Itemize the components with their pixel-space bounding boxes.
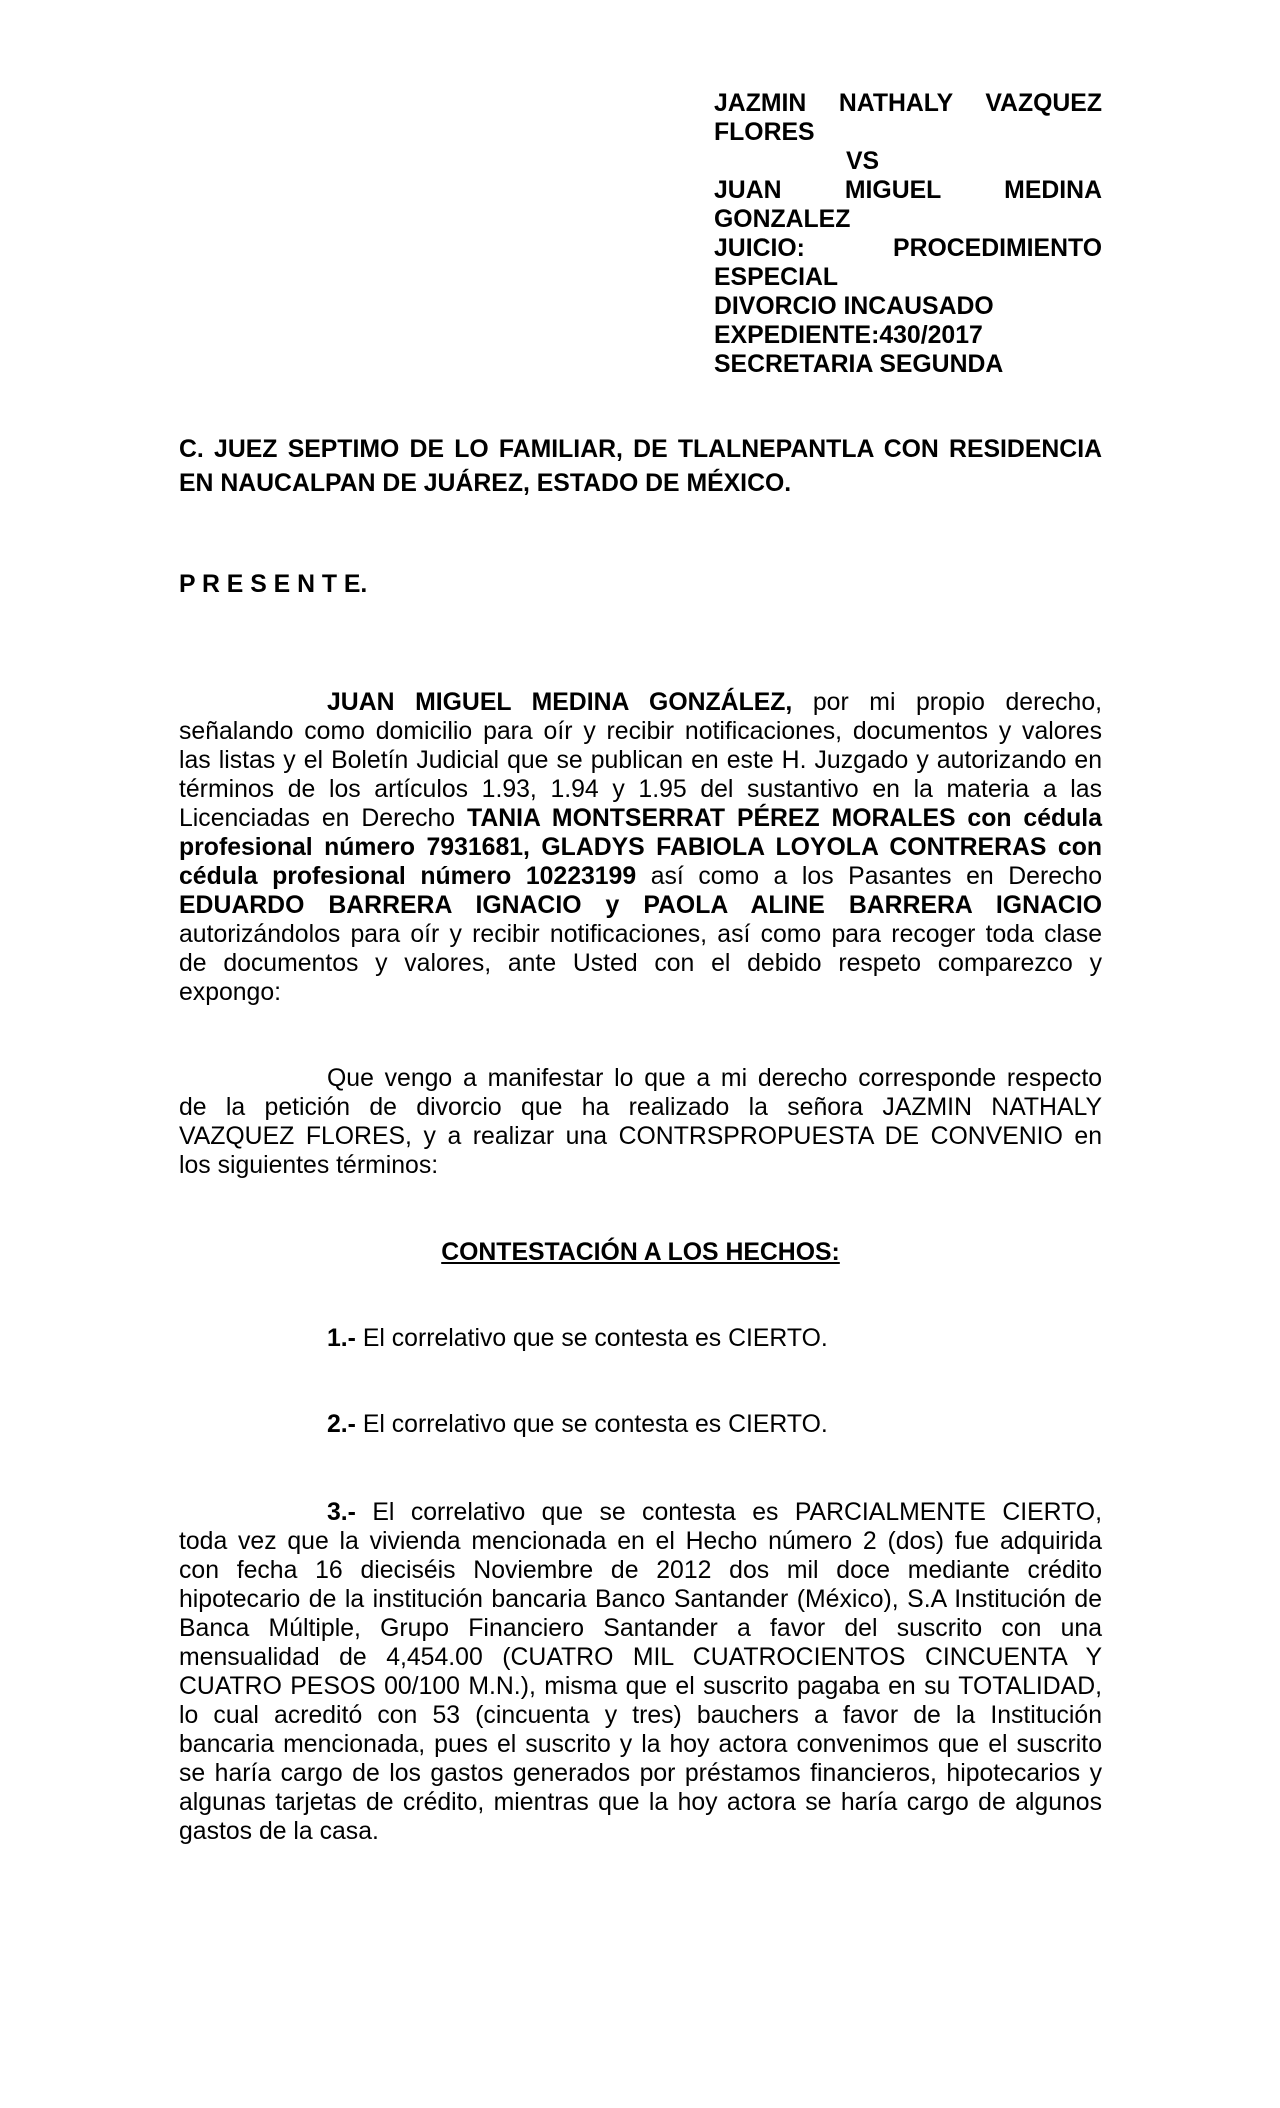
bold-text-run: 3.- (327, 1499, 356, 1526)
bold-text-run: JUAN MIGUEL MEDINA GONZÁLEZ, (327, 689, 793, 716)
text-line (179, 1817, 1102, 1846)
text-run: CUATRO PESOS 00/100 M.N.), misma que el suscrito pagaba en su TOTALIDAD, (179, 1673, 1102, 1700)
text-line (179, 833, 1102, 862)
bold-text-run: profesional número 7931681, GLADYS FABIOLA LOYOLA CONTRERAS con (179, 834, 1102, 861)
text-line (179, 1759, 1102, 1788)
text-line (179, 1527, 1102, 1556)
answer-item-2 (179, 1410, 1102, 1439)
text-line (179, 1701, 1102, 1730)
bold-text-run: 2.- (327, 1411, 356, 1438)
text-run: VAZQUEZ FLORES, y a realizar una CONTRSPROPUESTA DE CONVENIO en (179, 1123, 1102, 1150)
text-line (714, 234, 1102, 263)
text-run: se haría cargo de los gastos generados por préstamos financieros, hipotecarios y (179, 1760, 1102, 1787)
text-line (179, 920, 1102, 949)
text-line (179, 1730, 1102, 1759)
text-line (179, 949, 1102, 978)
text-run: C. JUEZ SEPTIMO DE LO FAMILIAR, DE TLALNEPANTLA CON RESIDENCIA (179, 436, 1102, 463)
text-run: algunas tarjetas de crédito, mientras que la hoy actora se haría cargo de algunos (179, 1789, 1102, 1816)
court-secretariat: SECRETARIA SEGUNDA (714, 351, 1004, 378)
text-run: JUICIO: PROCEDIMIENTO (714, 235, 1102, 262)
text-run: términos de los artículos 1.93, 1.94 y 1.95 del sustantivo en la materia a las (179, 776, 1102, 803)
versus-label: VS (846, 148, 880, 175)
text-run: autorizándolos para oír y recibir notificaciones, así como para recoger toda clase (179, 921, 1102, 948)
trial-type (714, 234, 1102, 292)
text-line (179, 1324, 1102, 1353)
text-run: de la petición de divorcio que ha realizado la señora JAZMIN NATHALY (179, 1094, 1102, 1121)
text-run: El correlativo que se contesta es CIERTO. (355, 1411, 828, 1438)
text-run: Banca Múltiple, Grupo Financiero Santander a favor del suscrito con una (179, 1615, 1102, 1642)
text-run: de documentos y valores, ante Usted con el debido respeto comparezco y (179, 950, 1102, 977)
statement-paragraph (179, 1064, 1102, 1180)
bold-text-run: EDUARDO BARRERA IGNACIO y PAOLA ALINE BARRERA IGNACIO (179, 892, 1102, 919)
appearance-paragraph (179, 688, 1102, 1007)
text-run: gastos de la casa. (179, 1818, 379, 1845)
text-run: FLORES (714, 119, 815, 146)
text-line (179, 1122, 1102, 1151)
text-line (179, 862, 1102, 891)
text-line (179, 1093, 1102, 1122)
bold-text-run: 1.- (327, 1325, 356, 1352)
text-run: por mi propio derecho, (792, 689, 1102, 716)
text-line (179, 1643, 1102, 1672)
section-heading (179, 1238, 1102, 1267)
presente-salutation: P R E S E N T E. (179, 571, 368, 598)
text-run: toda vez que la vivienda mencionada en el Hecho número 2 (dos) fue adquirida (179, 1528, 1102, 1555)
text-run: El correlativo que se contesta es PARCIALMENTE CIERTO, (355, 1499, 1102, 1526)
case-file-number: EXPEDIENTE:430/2017 (714, 322, 983, 349)
text-run: GONZALEZ (714, 206, 851, 233)
bold-text-run: cédula profesional número 10223199 (179, 863, 637, 890)
text-line (179, 467, 1102, 501)
defendant-name (714, 176, 1102, 234)
text-run: hipotecario de la institución bancaria Banco Santander (México), S.A Institución de (179, 1586, 1102, 1613)
court-addressee (179, 433, 1102, 500)
text-run: JAZMIN NATHALY VAZQUEZ (714, 90, 1102, 117)
text-run: JUAN MIGUEL MEDINA (714, 177, 1102, 204)
text-line (714, 263, 1102, 292)
text-line (714, 176, 1102, 205)
text-line (179, 891, 1102, 920)
text-line (714, 205, 1102, 234)
text-line (179, 1585, 1102, 1614)
bold-text-run: TANIA MONTSERRAT PÉREZ MORALES con cédula (467, 805, 1102, 832)
text-line (179, 1556, 1102, 1585)
text-line (179, 1672, 1102, 1701)
text-run: los siguientes términos: (179, 1152, 439, 1179)
text-run: expongo: (179, 979, 282, 1006)
text-line (179, 804, 1102, 833)
text-line (714, 89, 1102, 118)
trial-subtype: DIVORCIO INCAUSADO (714, 293, 994, 320)
plaintiff-name (714, 89, 1102, 147)
case-caption (714, 89, 1102, 379)
text-run: bancaria mencionada, pues el suscrito y la hoy actora convenimos que el suscrito (179, 1731, 1102, 1758)
text-line (179, 1788, 1102, 1817)
text-run: lo cual acreditó con 53 (cincuenta y tres) bauchers a favor de la Institución (179, 1702, 1102, 1729)
text-line (179, 978, 1102, 1007)
text-line (179, 688, 1102, 717)
text-line (179, 1151, 1102, 1180)
text-line (179, 433, 1102, 467)
section-heading-text: CONTESTACIÓN A LOS HECHOS: (441, 1239, 840, 1266)
text-run: EN NAUCALPAN DE JUÁREZ, ESTADO DE MÉXICO. (179, 469, 792, 497)
text-run: mensualidad de 4,454.00 (CUATRO MIL CUATROCIENTOS CINCUENTA Y (179, 1644, 1102, 1671)
answer-item-3 (179, 1498, 1102, 1846)
text-line (179, 1614, 1102, 1643)
text-line (714, 118, 1102, 147)
text-run: El correlativo que se contesta es CIERTO. (355, 1325, 828, 1352)
text-run: así como a los Pasantes en Derecho (636, 863, 1102, 890)
text-run: Que vengo a manifestar lo que a mi derecho corresponde respecto (327, 1065, 1102, 1092)
text-run: ESPECIAL (714, 264, 839, 291)
text-run: Licenciadas en Derecho (179, 805, 468, 832)
text-line (179, 1498, 1102, 1527)
text-line (179, 717, 1102, 746)
text-run: con fecha 16 dieciséis Noviembre de 2012 dos mil doce mediante crédito (179, 1557, 1102, 1584)
text-line (179, 1410, 1102, 1439)
text-run: las listas y el Boletín Judicial que se publican en este H. Juzgado y autorizando en (179, 747, 1102, 774)
text-line (179, 1064, 1102, 1093)
text-run: señalando como domicilio para oír y recibir notificaciones, documentos y valores (179, 718, 1102, 745)
answer-item-1 (179, 1324, 1102, 1353)
text-line (179, 746, 1102, 775)
text-line (179, 775, 1102, 804)
